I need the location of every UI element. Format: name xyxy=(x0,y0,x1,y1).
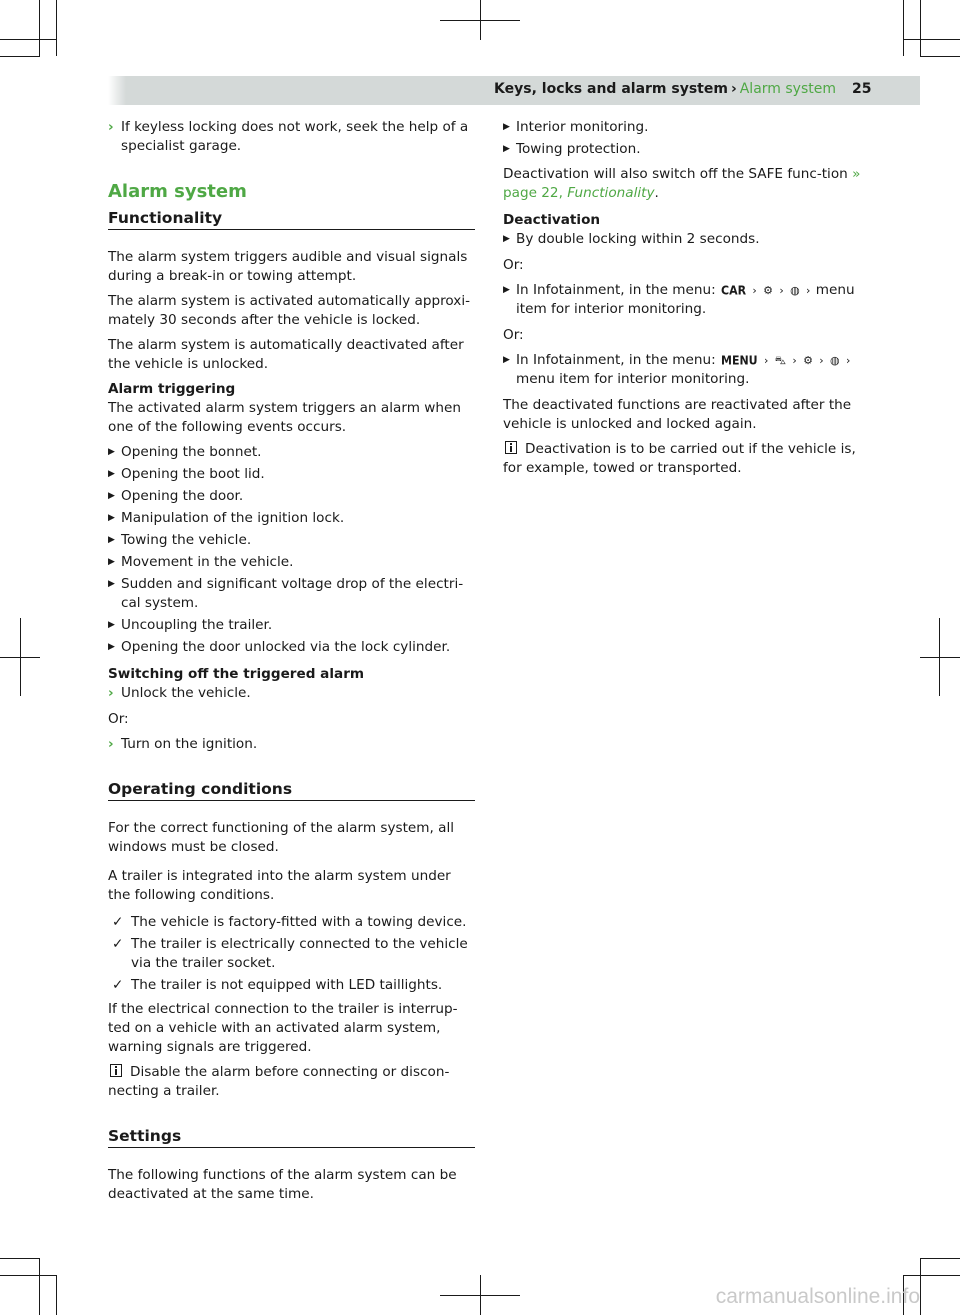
check-icon: ✓ xyxy=(112,914,124,930)
crop-mark xyxy=(480,1275,481,1315)
list-item: ▶ Opening the door. xyxy=(108,488,244,504)
crop-mark xyxy=(56,1275,57,1315)
triangle-right-icon: ▶ xyxy=(108,642,115,652)
list-item: ▶ Uncoupling the trailer. xyxy=(108,617,273,633)
triangle-right-icon: ▶ xyxy=(108,620,115,630)
page-number: 25 xyxy=(852,81,872,97)
paragraph: For the correct functioning of the alarm system, all windows must be closed. xyxy=(108,820,455,855)
triangle-right-icon: ▶ xyxy=(503,122,510,132)
step-item: › Turn on the ignition. xyxy=(108,736,258,752)
list-item: ▶ Opening the boot lid. xyxy=(108,466,265,482)
crop-mark xyxy=(920,0,921,56)
crop-mark xyxy=(920,1258,960,1259)
chevron-right-icon: › xyxy=(806,284,811,297)
chevron-right-icon: › xyxy=(752,284,757,297)
triangle-right-icon: ▶ xyxy=(108,535,115,545)
triangle-right-icon: ▶ xyxy=(108,579,115,589)
crop-mark xyxy=(920,56,960,57)
crop-mark xyxy=(920,657,960,658)
list-item: ▶ Interior monitoring. xyxy=(503,119,649,135)
chevron-right-icon: › xyxy=(763,354,769,367)
event-list xyxy=(108,443,475,657)
running-header-fade xyxy=(108,76,126,105)
condition-list xyxy=(108,913,475,995)
triangle-right-icon: ▶ xyxy=(503,355,510,365)
heading-functionality: Functionality xyxy=(108,209,475,230)
chevron-right-icon: › xyxy=(792,354,797,367)
step-item: ▶ By double locking within 2 seconds. xyxy=(503,231,760,247)
menu-button-label: MENU xyxy=(721,353,758,368)
paragraph: The activated alarm system triggers an alarm when one of the following events occurs. xyxy=(108,400,461,435)
paragraph: Deactivation will also switch off the SAFE func-tion » page 22, Functionality. xyxy=(503,166,861,201)
heading-settings: Settings xyxy=(108,1127,475,1148)
or-text: Or: xyxy=(503,257,524,273)
gear-icon: ⚙ xyxy=(803,354,813,367)
chevron-right-icon: › xyxy=(819,354,824,367)
gear-icon: ⚙ xyxy=(763,284,774,297)
list-item: ▶ Manipulation of the ignition lock. xyxy=(108,510,345,526)
crop-mark xyxy=(56,0,57,56)
list-item: ▶ Towing the vehicle. xyxy=(108,532,252,548)
list-item: ▶ Towing protection. xyxy=(503,141,641,157)
check-icon: ✓ xyxy=(112,977,124,993)
triangle-right-icon: ▶ xyxy=(503,285,510,295)
check-icon: ✓ xyxy=(112,936,124,952)
label-deactivation: Deactivation xyxy=(503,212,601,228)
triangle-right-icon: ▶ xyxy=(108,491,115,501)
heading-operating-conditions: Operating conditions xyxy=(108,780,475,801)
crop-mark xyxy=(904,39,960,40)
running-header xyxy=(494,81,836,97)
crop-mark xyxy=(903,0,904,56)
paragraph: The alarm system triggers audible and visual signals during a break-in or towing attempt. xyxy=(108,249,468,284)
list-item: ▶ Opening the bonnet. xyxy=(108,444,262,460)
car-button-label: CAR xyxy=(721,283,747,298)
crop-mark xyxy=(0,1258,40,1259)
crop-mark xyxy=(0,56,40,57)
triangle-right-icon: ▶ xyxy=(503,234,510,244)
right-column xyxy=(503,118,863,484)
triangle-right-icon: ▶ xyxy=(108,557,115,567)
paragraph: The alarm system is activated automatically approxi-mately 30 seconds after the vehicle is locked. xyxy=(108,293,471,328)
triangle-right-icon: ▶ xyxy=(108,513,115,523)
paragraph: The alarm system is automatically deactivated after the vehicle is unlocked. xyxy=(108,337,464,372)
note: Deactivation is to be carried out if the vehicle is, for example, towed or transported. xyxy=(503,441,856,476)
intro-bullet: › If keyless locking does not work, seek the help of a specialist garage. xyxy=(108,119,469,154)
chevron-right-icon: › xyxy=(108,119,114,135)
crop-mark xyxy=(920,1259,921,1315)
list-item: ▶ Movement in the vehicle. xyxy=(108,554,294,570)
info-note-icon xyxy=(110,1064,122,1077)
list-item: ✓ The vehicle is factory-fitted with a towing device. xyxy=(112,914,467,930)
list-item: ▶ Sudden and significant voltage drop of the electri-cal system. xyxy=(108,576,464,611)
chevron-right-icon: › xyxy=(779,284,784,297)
section-title: Alarm system xyxy=(108,181,247,202)
header-section: Keys, locks and alarm system xyxy=(494,81,728,97)
header-current-section: Alarm system xyxy=(739,81,836,97)
info-note-icon xyxy=(505,441,517,454)
crop-mark xyxy=(0,39,56,40)
label-switch-off: Switching off the triggered alarm xyxy=(108,666,365,682)
list-item: ✓ The trailer is electrically connected to the vehicle via the trailer socket. xyxy=(112,936,468,971)
crop-mark xyxy=(0,1275,56,1276)
crop-mark xyxy=(480,0,481,40)
triangle-right-icon: ▶ xyxy=(108,447,115,457)
page-link[interactable]: » page 22, Functionality xyxy=(503,166,861,201)
list-item: ✓ The trailer is not equipped with LED taillights. xyxy=(112,977,443,993)
left-column xyxy=(108,118,475,1210)
paragraph: A trailer is integrated into the alarm system under the following conditions. xyxy=(108,868,451,903)
watermark: carmanualsonline.info xyxy=(715,1285,920,1308)
step-item: ▶ In Infotainment, in the menu: CAR › ⚙ › ◍ › menu item for interior monitoring. xyxy=(503,282,855,317)
header-separator: › xyxy=(730,81,737,97)
list-item: ▶ Opening the door unlocked via the lock cylinder. xyxy=(108,639,451,655)
crop-mark xyxy=(20,618,21,696)
crop-mark xyxy=(39,1259,40,1315)
note: Disable the alarm before connecting or discon-necting a trailer. xyxy=(108,1064,450,1099)
paragraph: The deactivated functions are reactivated after the vehicle is unlocked and locked again. xyxy=(503,397,852,432)
paragraph: The following functions of the alarm system can be deactivated at the same time. xyxy=(108,1167,457,1202)
triangle-right-icon: ▶ xyxy=(108,469,115,479)
crop-mark xyxy=(939,618,940,696)
step-item: ▶ In Infotainment, in the menu: MENU › ⛍ › ⚙ › ◍ › menu item for interior monitoring. xyxy=(503,352,851,387)
or-text: Or: xyxy=(503,327,524,343)
chevron-right-icon: › xyxy=(108,685,114,701)
step-item: › Unlock the vehicle. xyxy=(108,685,251,701)
triangle-right-icon: ▶ xyxy=(503,144,510,154)
crop-mark xyxy=(39,0,40,56)
sensor-icon: ◍ xyxy=(790,284,800,297)
label-alarm-triggering: Alarm triggering xyxy=(108,381,236,397)
sensor-icon: ◍ xyxy=(830,354,840,367)
or-text: Or: xyxy=(108,711,129,727)
car-icon: ⛍ xyxy=(774,354,787,367)
chevron-right-icon: › xyxy=(108,736,114,752)
chevron-right-icon: › xyxy=(845,354,851,367)
paragraph: If the electrical connection to the trailer is interrup-ted on a vehicle with an activated alarm system, warning signals are triggered. xyxy=(108,1001,458,1055)
crop-mark xyxy=(904,1275,960,1276)
